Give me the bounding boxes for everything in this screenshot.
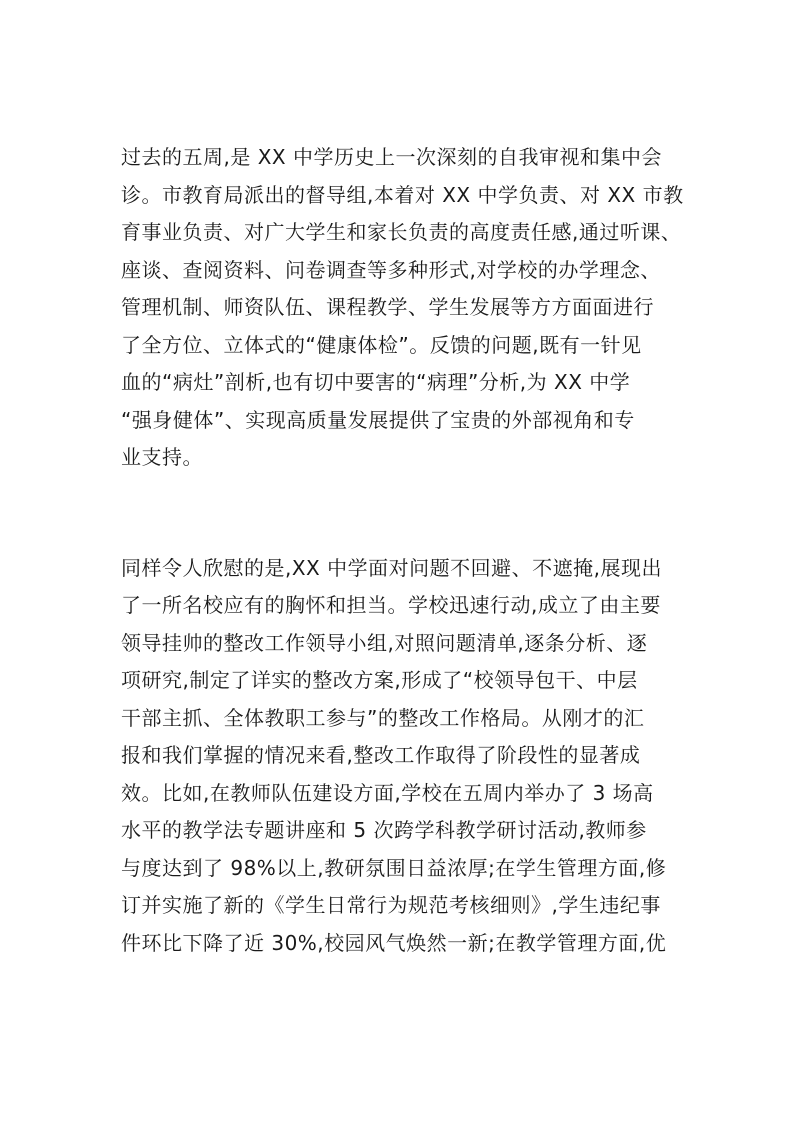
text-line: 育事业负责、对广大学生和家长负责的高度责任感,通过听课、 xyxy=(121,220,682,244)
text-line: 业支持。 xyxy=(121,445,203,469)
text-line: 与度达到了 98%以上,教研氛围日益浓厚;在学生管理方面,修 xyxy=(121,855,667,880)
text-line: 效。比如,在教师队伍建设方面,学校在五周内举办了 3 场高 xyxy=(121,780,654,805)
text-line: 过去的五周,是 XX 中学历史上一次深刻的自我审视和集中会 xyxy=(121,145,662,169)
text-line: 订并实施了新的《学生日常行为规范考核细则》,学生违纪事 xyxy=(121,893,661,917)
text-line: 管理机制、师资队伍、课程教学、学生发展等方方面面进行 xyxy=(121,295,654,319)
text-line: “强身健体”、实现高质量发展提供了宝贵的外部视角和专 xyxy=(121,407,635,432)
text-line: 领导挂帅的整改工作领导小组,对照问题清单,逐条分析、逐 xyxy=(121,630,648,655)
text-line: 项研究,制定了详实的整改方案,形成了“校领导包干、中层 xyxy=(121,668,638,692)
text-line: 了一所名校应有的胸怀和担当。学校迅速行动,成立了由主要 xyxy=(121,593,661,617)
text-line: 血的“病灶”剖析,也有切中要害的“病理”分析,为 XX 中学 xyxy=(121,370,631,394)
text-line: 干部主抓、全体教职工参与”的整改工作格局。从刚才的汇 xyxy=(121,705,645,730)
paragraph-spacer xyxy=(121,477,681,550)
paragraph-2 xyxy=(121,550,681,963)
text-line: 了全方位、立体式的“健康体检”。反馈的问题,既有一针见 xyxy=(121,332,642,357)
paragraph-1 xyxy=(121,139,684,477)
text-line: 诊。市教育局派出的督导组,本着对 XX 中学负责、对 XX 市教 xyxy=(121,182,684,207)
text-line: 水平的教学法专题讲座和 5 次跨学科教学研讨活动,教师参 xyxy=(121,818,647,842)
document-body xyxy=(121,139,684,962)
text-line: 件环比下降了近 30%,校园风气焕然一新;在教学管理方面,优 xyxy=(121,930,667,955)
text-line: 座谈、查阅资料、问卷调查等多种形式,对学校的办学理念、 xyxy=(121,257,661,282)
text-line: 同样令人欣慰的是,XX 中学面对问题不回避、不遮掩,展现出 xyxy=(121,555,662,580)
text-line: 报和我们掌握的情况来看,整改工作取得了阶段性的显著成 xyxy=(121,743,641,767)
